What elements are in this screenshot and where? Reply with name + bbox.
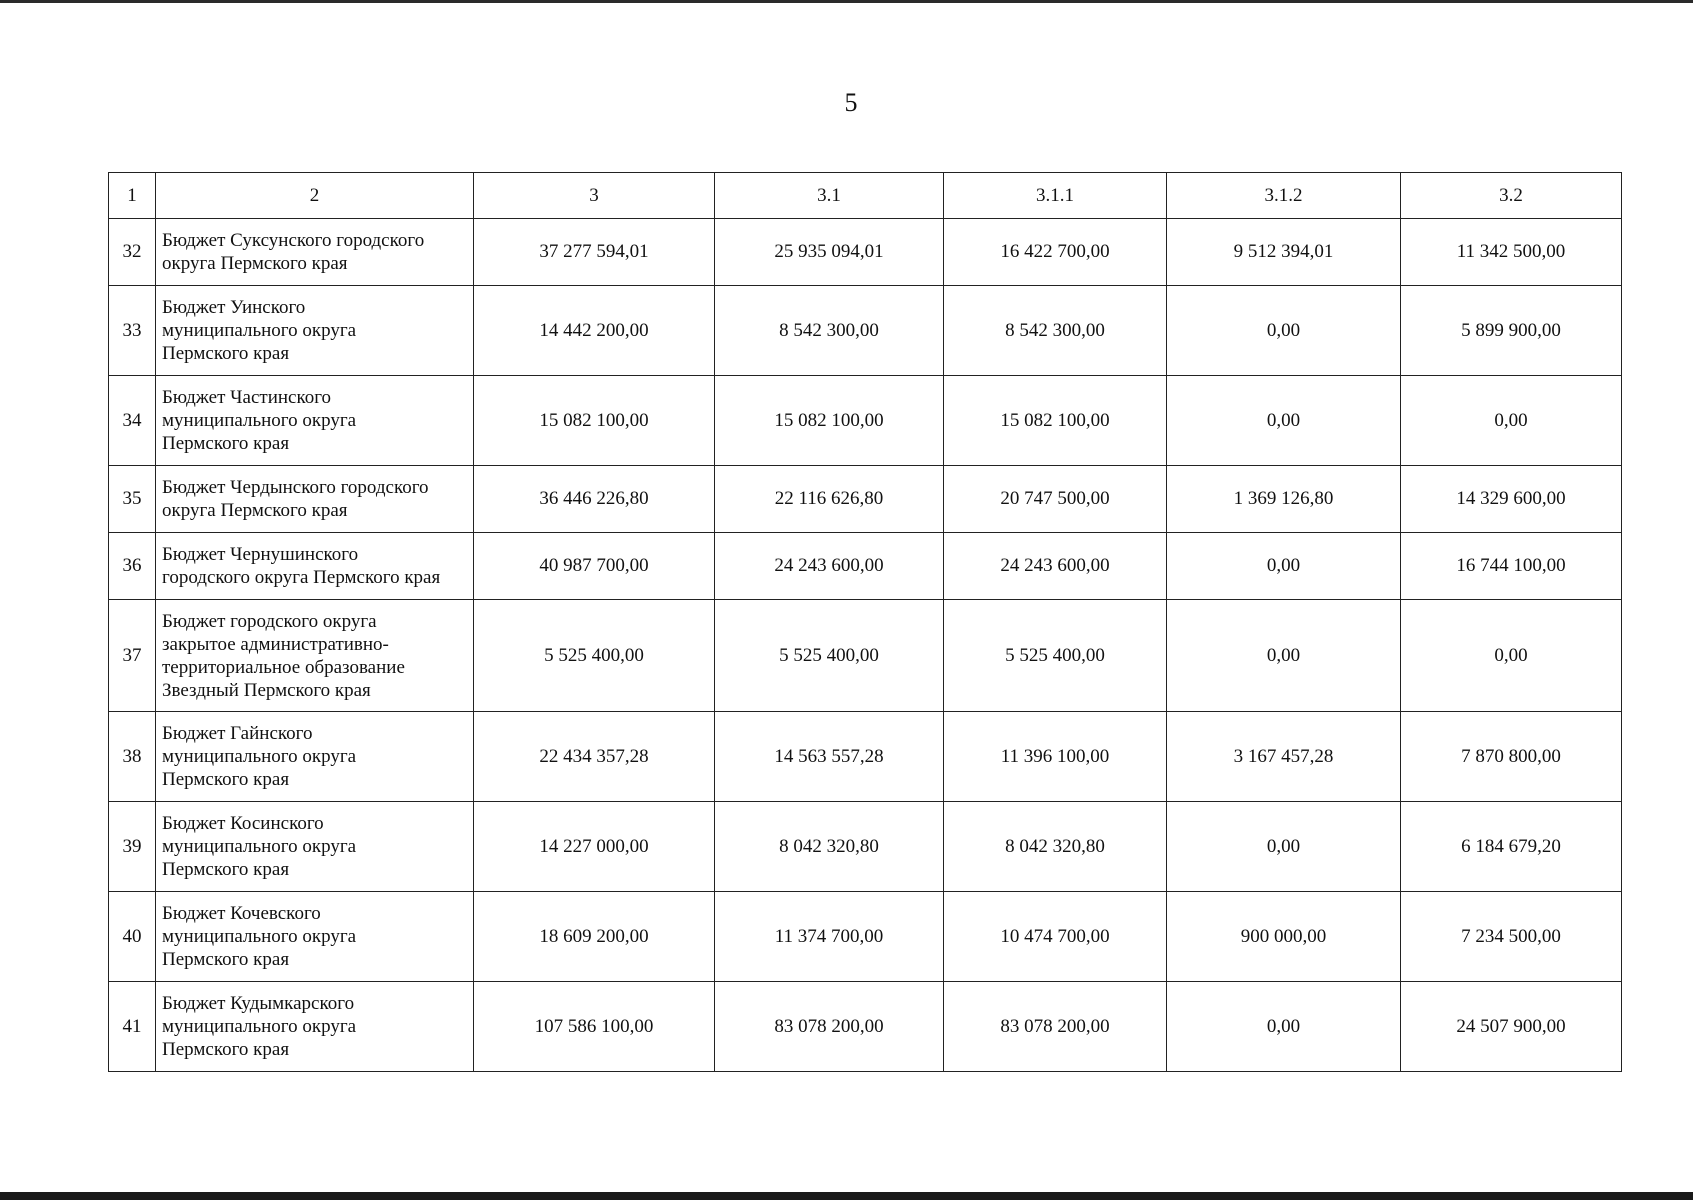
budget-name bbox=[156, 982, 474, 1072]
header-col-3-1-1: 3.1.1 bbox=[944, 173, 1167, 219]
row-number: 40 bbox=[109, 892, 156, 982]
amount-3-1-2: 0,00 bbox=[1167, 600, 1401, 712]
header-col-3-2: 3.2 bbox=[1401, 173, 1622, 219]
amount-3-1: 8 042 320,80 bbox=[715, 802, 944, 892]
row-number: 33 bbox=[109, 286, 156, 376]
budget-name-line: округа Пермского края bbox=[162, 500, 348, 521]
total-amount: 37 277 594,01 bbox=[474, 219, 715, 286]
total-amount: 15 082 100,00 bbox=[474, 376, 715, 466]
amount-3-1-2: 900 000,00 bbox=[1167, 892, 1401, 982]
budget-name-line: округа Пермского края bbox=[162, 253, 348, 274]
amount-3-2: 5 899 900,00 bbox=[1401, 286, 1622, 376]
amount-3-1-1: 8 042 320,80 bbox=[944, 802, 1167, 892]
amount-3-2: 0,00 bbox=[1401, 376, 1622, 466]
budget-name-line: городского округа Пермского края bbox=[162, 567, 441, 588]
amount-3-1-2: 0,00 bbox=[1167, 286, 1401, 376]
budget-name-line: территориальное образование bbox=[162, 656, 405, 678]
amount-3-1-1: 5 525 400,00 bbox=[944, 600, 1167, 712]
budget-name-line: закрытое административно- bbox=[162, 633, 389, 655]
table-row bbox=[109, 466, 1622, 533]
table-row bbox=[109, 600, 1622, 712]
amount-3-1-2: 9 512 394,01 bbox=[1167, 219, 1401, 286]
total-amount: 40 987 700,00 bbox=[474, 533, 715, 600]
amount-3-2: 14 329 600,00 bbox=[1401, 466, 1622, 533]
amount-3-2: 7 234 500,00 bbox=[1401, 892, 1622, 982]
budget-name-line: Бюджет Частинского bbox=[162, 387, 332, 408]
budget-name bbox=[156, 892, 474, 982]
total-amount: 36 446 226,80 bbox=[474, 466, 715, 533]
budget-name-line: Бюджет Гайнского bbox=[162, 723, 313, 744]
budget-name-line: Пермского края bbox=[162, 859, 290, 880]
row-number: 34 bbox=[109, 376, 156, 466]
budget-name-line: Бюджет Чердынского городского bbox=[162, 477, 429, 498]
row-number: 38 bbox=[109, 712, 156, 802]
amount-3-2: 16 744 100,00 bbox=[1401, 533, 1622, 600]
row-number: 36 bbox=[109, 533, 156, 600]
amount-3-1: 5 525 400,00 bbox=[715, 600, 944, 712]
budget-name-line: Пермского края bbox=[162, 769, 290, 790]
total-amount: 14 442 200,00 bbox=[474, 286, 715, 376]
table-row bbox=[109, 982, 1622, 1072]
row-number: 35 bbox=[109, 466, 156, 533]
budget-name-line: муниципального округа bbox=[162, 836, 357, 857]
amount-3-1: 8 542 300,00 bbox=[715, 286, 944, 376]
budget-name-line: Бюджет Уинского bbox=[162, 297, 306, 318]
budget-name-line: муниципального округа bbox=[162, 746, 357, 767]
amount-3-1: 25 935 094,01 bbox=[715, 219, 944, 286]
amount-3-1-2: 3 167 457,28 bbox=[1167, 712, 1401, 802]
budget-table bbox=[108, 172, 1622, 1072]
budget-name-line: муниципального округа bbox=[162, 926, 357, 947]
header-col-3-1: 3.1 bbox=[715, 173, 944, 219]
table-row bbox=[109, 219, 1622, 286]
budget-name-line: Бюджет Кудымкарского bbox=[162, 993, 355, 1014]
amount-3-1: 14 563 557,28 bbox=[715, 712, 944, 802]
amount-3-1-1: 15 082 100,00 bbox=[944, 376, 1167, 466]
amount-3-1-1: 16 422 700,00 bbox=[944, 219, 1167, 286]
budget-name-line: Бюджет Кочевского bbox=[162, 903, 321, 924]
amount-3-2: 24 507 900,00 bbox=[1401, 982, 1622, 1072]
amount-3-1-1: 20 747 500,00 bbox=[944, 466, 1167, 533]
amount-3-1-1: 10 474 700,00 bbox=[944, 892, 1167, 982]
table-row bbox=[109, 533, 1622, 600]
header-col-3-1-2: 3.1.2 bbox=[1167, 173, 1401, 219]
amount-3-2: 11 342 500,00 bbox=[1401, 219, 1622, 286]
budget-name-line: Звездный Пермского края bbox=[162, 679, 371, 701]
table-row bbox=[109, 286, 1622, 376]
budget-name-line: Пермского края bbox=[162, 949, 290, 970]
scan-top-edge bbox=[0, 0, 1693, 3]
budget-name bbox=[156, 376, 474, 466]
table-row bbox=[109, 802, 1622, 892]
budget-name-line: Бюджет Косинского bbox=[162, 813, 324, 834]
budget-name-line: муниципального округа bbox=[162, 410, 357, 431]
budget-name bbox=[156, 802, 474, 892]
budget-name-line: Бюджет городского округа bbox=[162, 610, 377, 632]
amount-3-1-2: 0,00 bbox=[1167, 533, 1401, 600]
table-row bbox=[109, 892, 1622, 982]
total-amount: 22 434 357,28 bbox=[474, 712, 715, 802]
amount-3-2: 0,00 bbox=[1401, 600, 1622, 712]
amount-3-2: 7 870 800,00 bbox=[1401, 712, 1622, 802]
header-col-3: 3 bbox=[474, 173, 715, 219]
total-amount: 107 586 100,00 bbox=[474, 982, 715, 1072]
table-body bbox=[109, 219, 1622, 1072]
budget-name bbox=[156, 533, 474, 600]
budget-name-line: муниципального округа bbox=[162, 320, 357, 341]
amount-3-1-1: 24 243 600,00 bbox=[944, 533, 1167, 600]
table-row bbox=[109, 712, 1622, 802]
row-number: 41 bbox=[109, 982, 156, 1072]
budget-name-line: Бюджет Суксунского городского bbox=[162, 230, 425, 251]
budget-name bbox=[156, 219, 474, 286]
amount-3-1-1: 11 396 100,00 bbox=[944, 712, 1167, 802]
table-header bbox=[109, 173, 1622, 219]
amount-3-1-1: 8 542 300,00 bbox=[944, 286, 1167, 376]
total-amount: 5 525 400,00 bbox=[474, 600, 715, 712]
amount-3-1-2: 0,00 bbox=[1167, 982, 1401, 1072]
row-number: 37 bbox=[109, 600, 156, 712]
budget-name bbox=[156, 600, 474, 712]
amount-3-1-1: 83 078 200,00 bbox=[944, 982, 1167, 1072]
amount-3-1-2: 0,00 bbox=[1167, 802, 1401, 892]
table-row bbox=[109, 376, 1622, 466]
budget-name bbox=[156, 286, 474, 376]
budget-name-line: Бюджет Чернушинского bbox=[162, 544, 359, 565]
amount-3-1: 15 082 100,00 bbox=[715, 376, 944, 466]
header-col-1: 1 bbox=[109, 173, 156, 219]
budget-name-line: Пермского края bbox=[162, 433, 290, 454]
budget-name bbox=[156, 712, 474, 802]
amount-3-1: 24 243 600,00 bbox=[715, 533, 944, 600]
budget-name-line: Пермского края bbox=[162, 343, 290, 364]
header-row bbox=[109, 173, 1622, 219]
amount-3-1: 11 374 700,00 bbox=[715, 892, 944, 982]
page-number: 5 bbox=[844, 88, 858, 117]
row-number: 32 bbox=[109, 219, 156, 286]
amount-3-1: 22 116 626,80 bbox=[715, 466, 944, 533]
budget-name-line: Пермского края bbox=[162, 1039, 290, 1060]
amount-3-1: 83 078 200,00 bbox=[715, 982, 944, 1072]
budget-name-line: муниципального округа bbox=[162, 1016, 357, 1037]
scan-bottom-edge bbox=[0, 1192, 1693, 1200]
total-amount: 18 609 200,00 bbox=[474, 892, 715, 982]
amount-3-1-2: 0,00 bbox=[1167, 376, 1401, 466]
budget-name bbox=[156, 466, 474, 533]
header-col-2: 2 bbox=[156, 173, 474, 219]
row-number: 39 bbox=[109, 802, 156, 892]
total-amount: 14 227 000,00 bbox=[474, 802, 715, 892]
amount-3-2: 6 184 679,20 bbox=[1401, 802, 1622, 892]
amount-3-1-2: 1 369 126,80 bbox=[1167, 466, 1401, 533]
